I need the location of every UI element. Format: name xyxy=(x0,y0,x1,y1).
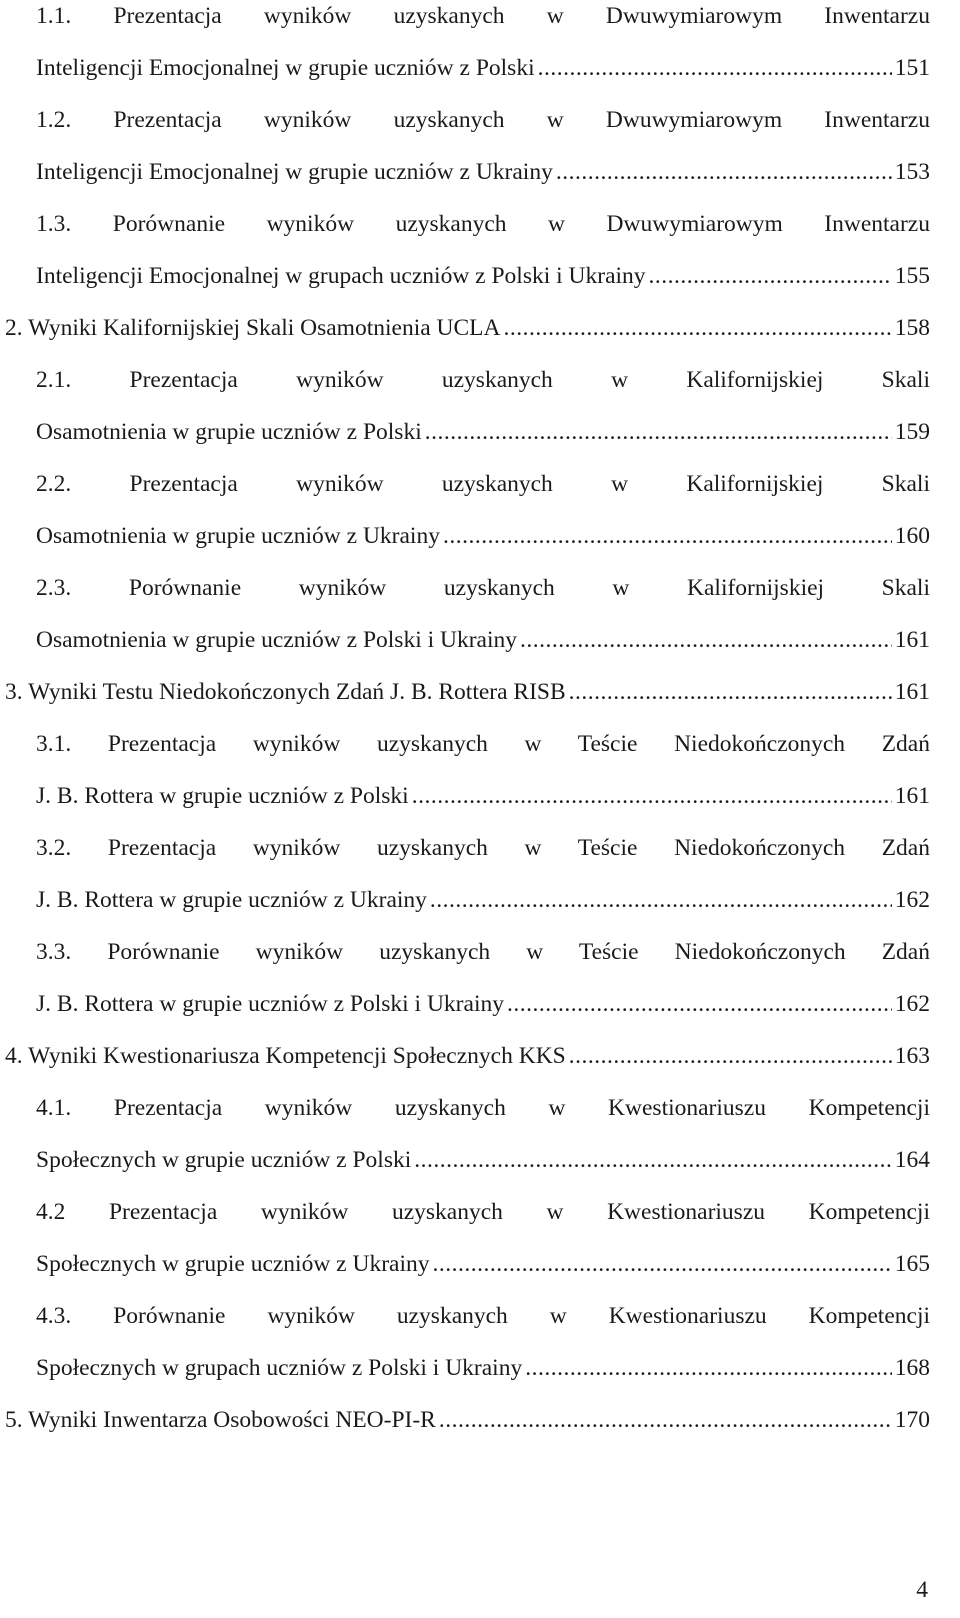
toc-entry-text: Społecznych w grupie uczniów z Ukrainy xyxy=(36,1251,430,1277)
dot-leader xyxy=(569,676,892,708)
toc-entry-text: J. B. Rottera w grupie uczniów z Polski xyxy=(36,783,409,809)
toc-entry[interactable] xyxy=(36,1092,930,1196)
toc-entry[interactable] xyxy=(36,0,930,104)
toc-entry[interactable] xyxy=(36,728,930,832)
toc-page-number: 161 xyxy=(894,783,930,809)
toc-page-number: 164 xyxy=(894,1147,930,1173)
toc-entry-text: 3.3. Porównanie wyników uzyskanych w Teście Niedokończonych Zdań xyxy=(36,939,930,965)
toc-page-number: 155 xyxy=(894,263,930,289)
dot-leader xyxy=(569,1040,892,1072)
toc-entry-text: 1.3. Porównanie wyników uzyskanych w Dwuwymiarowym Inwentarzu xyxy=(36,211,930,237)
toc-entry-text: Osamotnienia w grupie uczniów z Ukrainy xyxy=(36,523,440,549)
toc-entry-text: 3. Wyniki Testu Niedokończonych Zdań J. B. Rottera RISB xyxy=(5,679,566,705)
dot-leader xyxy=(525,1352,892,1384)
toc-entry-text: 2.1. Prezentacja wyników uzyskanych w Kalifornijskiej Skali xyxy=(36,367,930,393)
toc-entry-text: 4.2 Prezentacja wyników uzyskanych w Kwestionariuszu Kompetencji xyxy=(36,1199,930,1225)
toc-page-number: 159 xyxy=(894,419,930,445)
toc-entry-text: 1.2. Prezentacja wyników uzyskanych w Dwuwymiarowym Inwentarzu xyxy=(36,107,930,133)
toc-entry[interactable] xyxy=(36,572,930,676)
toc-entry-text: 5. Wyniki Inwentarza Osobowości NEO-PI-R xyxy=(5,1407,436,1433)
toc-page-number: 161 xyxy=(894,627,930,653)
toc-page-number: 163 xyxy=(894,1043,930,1069)
dot-leader xyxy=(412,780,892,812)
toc-entry[interactable] xyxy=(36,104,930,208)
toc-entry[interactable] xyxy=(36,832,930,936)
toc-entry-text: 2. Wyniki Kalifornijskiej Skali Osamotnienia UCLA xyxy=(5,315,501,341)
toc-entry-text: 2.3. Porównanie wyników uzyskanych w Kalifornijskiej Skali xyxy=(36,575,930,601)
toc-entry[interactable] xyxy=(36,936,930,1040)
toc-entry-text: 3.1. Prezentacja wyników uzyskanych w Teście Niedokończonych Zdań xyxy=(36,731,930,757)
dot-leader xyxy=(414,1144,891,1176)
toc-page-number: 153 xyxy=(894,159,930,185)
dot-leader xyxy=(556,156,892,188)
toc-entry-text: Osamotnienia w grupie uczniów z Polski xyxy=(36,419,422,445)
toc-page-number: 168 xyxy=(894,1355,930,1381)
toc-page-number: 162 xyxy=(894,887,930,913)
page-number: 4 xyxy=(916,1577,928,1603)
toc-entry[interactable] xyxy=(36,1196,930,1300)
toc-entry-text: 4.3. Porównanie wyników uzyskanych w Kwestionariuszu Kompetencji xyxy=(36,1303,930,1329)
dot-leader xyxy=(443,520,892,552)
toc-entry-text: Osamotnienia w grupie uczniów z Polski i Ukrainy xyxy=(36,627,518,653)
toc-entry[interactable] xyxy=(5,676,930,728)
dot-leader xyxy=(520,624,892,656)
toc-page-number: 151 xyxy=(894,55,930,81)
toc-page-number: 162 xyxy=(894,991,930,1017)
toc-entry-text: 1.1. Prezentacja wyników uzyskanych w Dwuwymiarowym Inwentarzu xyxy=(36,3,930,29)
toc-entry-text: 3.2. Prezentacja wyników uzyskanych w Teście Niedokończonych Zdań xyxy=(36,835,930,861)
dot-leader xyxy=(538,52,892,84)
toc-entry-text: 4.1. Prezentacja wyników uzyskanych w Kwestionariuszu Kompetencji xyxy=(36,1095,930,1121)
dot-leader xyxy=(649,260,892,292)
toc-entry-text: 4. Wyniki Kwestionariusza Kompetencji Społecznych KKS xyxy=(5,1043,566,1069)
toc-page-number: 158 xyxy=(894,315,930,341)
toc-page-number: 170 xyxy=(894,1407,930,1433)
toc-entry[interactable] xyxy=(36,208,930,312)
toc-entry-text: Społecznych w grupach uczniów z Polski i Ukrainy xyxy=(36,1355,523,1381)
toc-page-number: 165 xyxy=(894,1251,930,1277)
dot-leader xyxy=(504,312,892,344)
toc-entry-text: Społecznych w grupie uczniów z Polski xyxy=(36,1147,412,1173)
toc-entry-text: Inteligencji Emocjonalnej w grupie uczniów z Ukrainy xyxy=(36,159,553,185)
toc-entry-text: J. B. Rottera w grupie uczniów z Polski i Ukrainy xyxy=(36,991,504,1017)
toc-entry[interactable] xyxy=(5,1404,930,1456)
dot-leader xyxy=(507,988,892,1020)
toc-entry[interactable] xyxy=(5,1040,930,1092)
dot-leader xyxy=(425,416,892,448)
toc-entry[interactable] xyxy=(36,468,930,572)
toc-entry[interactable] xyxy=(36,364,930,468)
toc-page-number: 160 xyxy=(894,523,930,549)
toc-entry-text: 2.2. Prezentacja wyników uzyskanych w Kalifornijskiej Skali xyxy=(36,471,930,497)
toc-entry-text: Inteligencji Emocjonalnej w grupach uczniów z Polski i Ukrainy xyxy=(36,263,646,289)
toc-page-number: 161 xyxy=(894,679,930,705)
dot-leader xyxy=(430,884,892,916)
dot-leader xyxy=(433,1248,892,1280)
table-of-contents xyxy=(5,0,930,1456)
toc-entry[interactable] xyxy=(36,1300,930,1404)
toc-entry[interactable] xyxy=(5,312,930,364)
dot-leader xyxy=(439,1404,892,1436)
toc-entry-text: Inteligencji Emocjonalnej w grupie uczniów z Polski xyxy=(36,55,535,81)
toc-entry-text: J. B. Rottera w grupie uczniów z Ukrainy xyxy=(36,887,427,913)
